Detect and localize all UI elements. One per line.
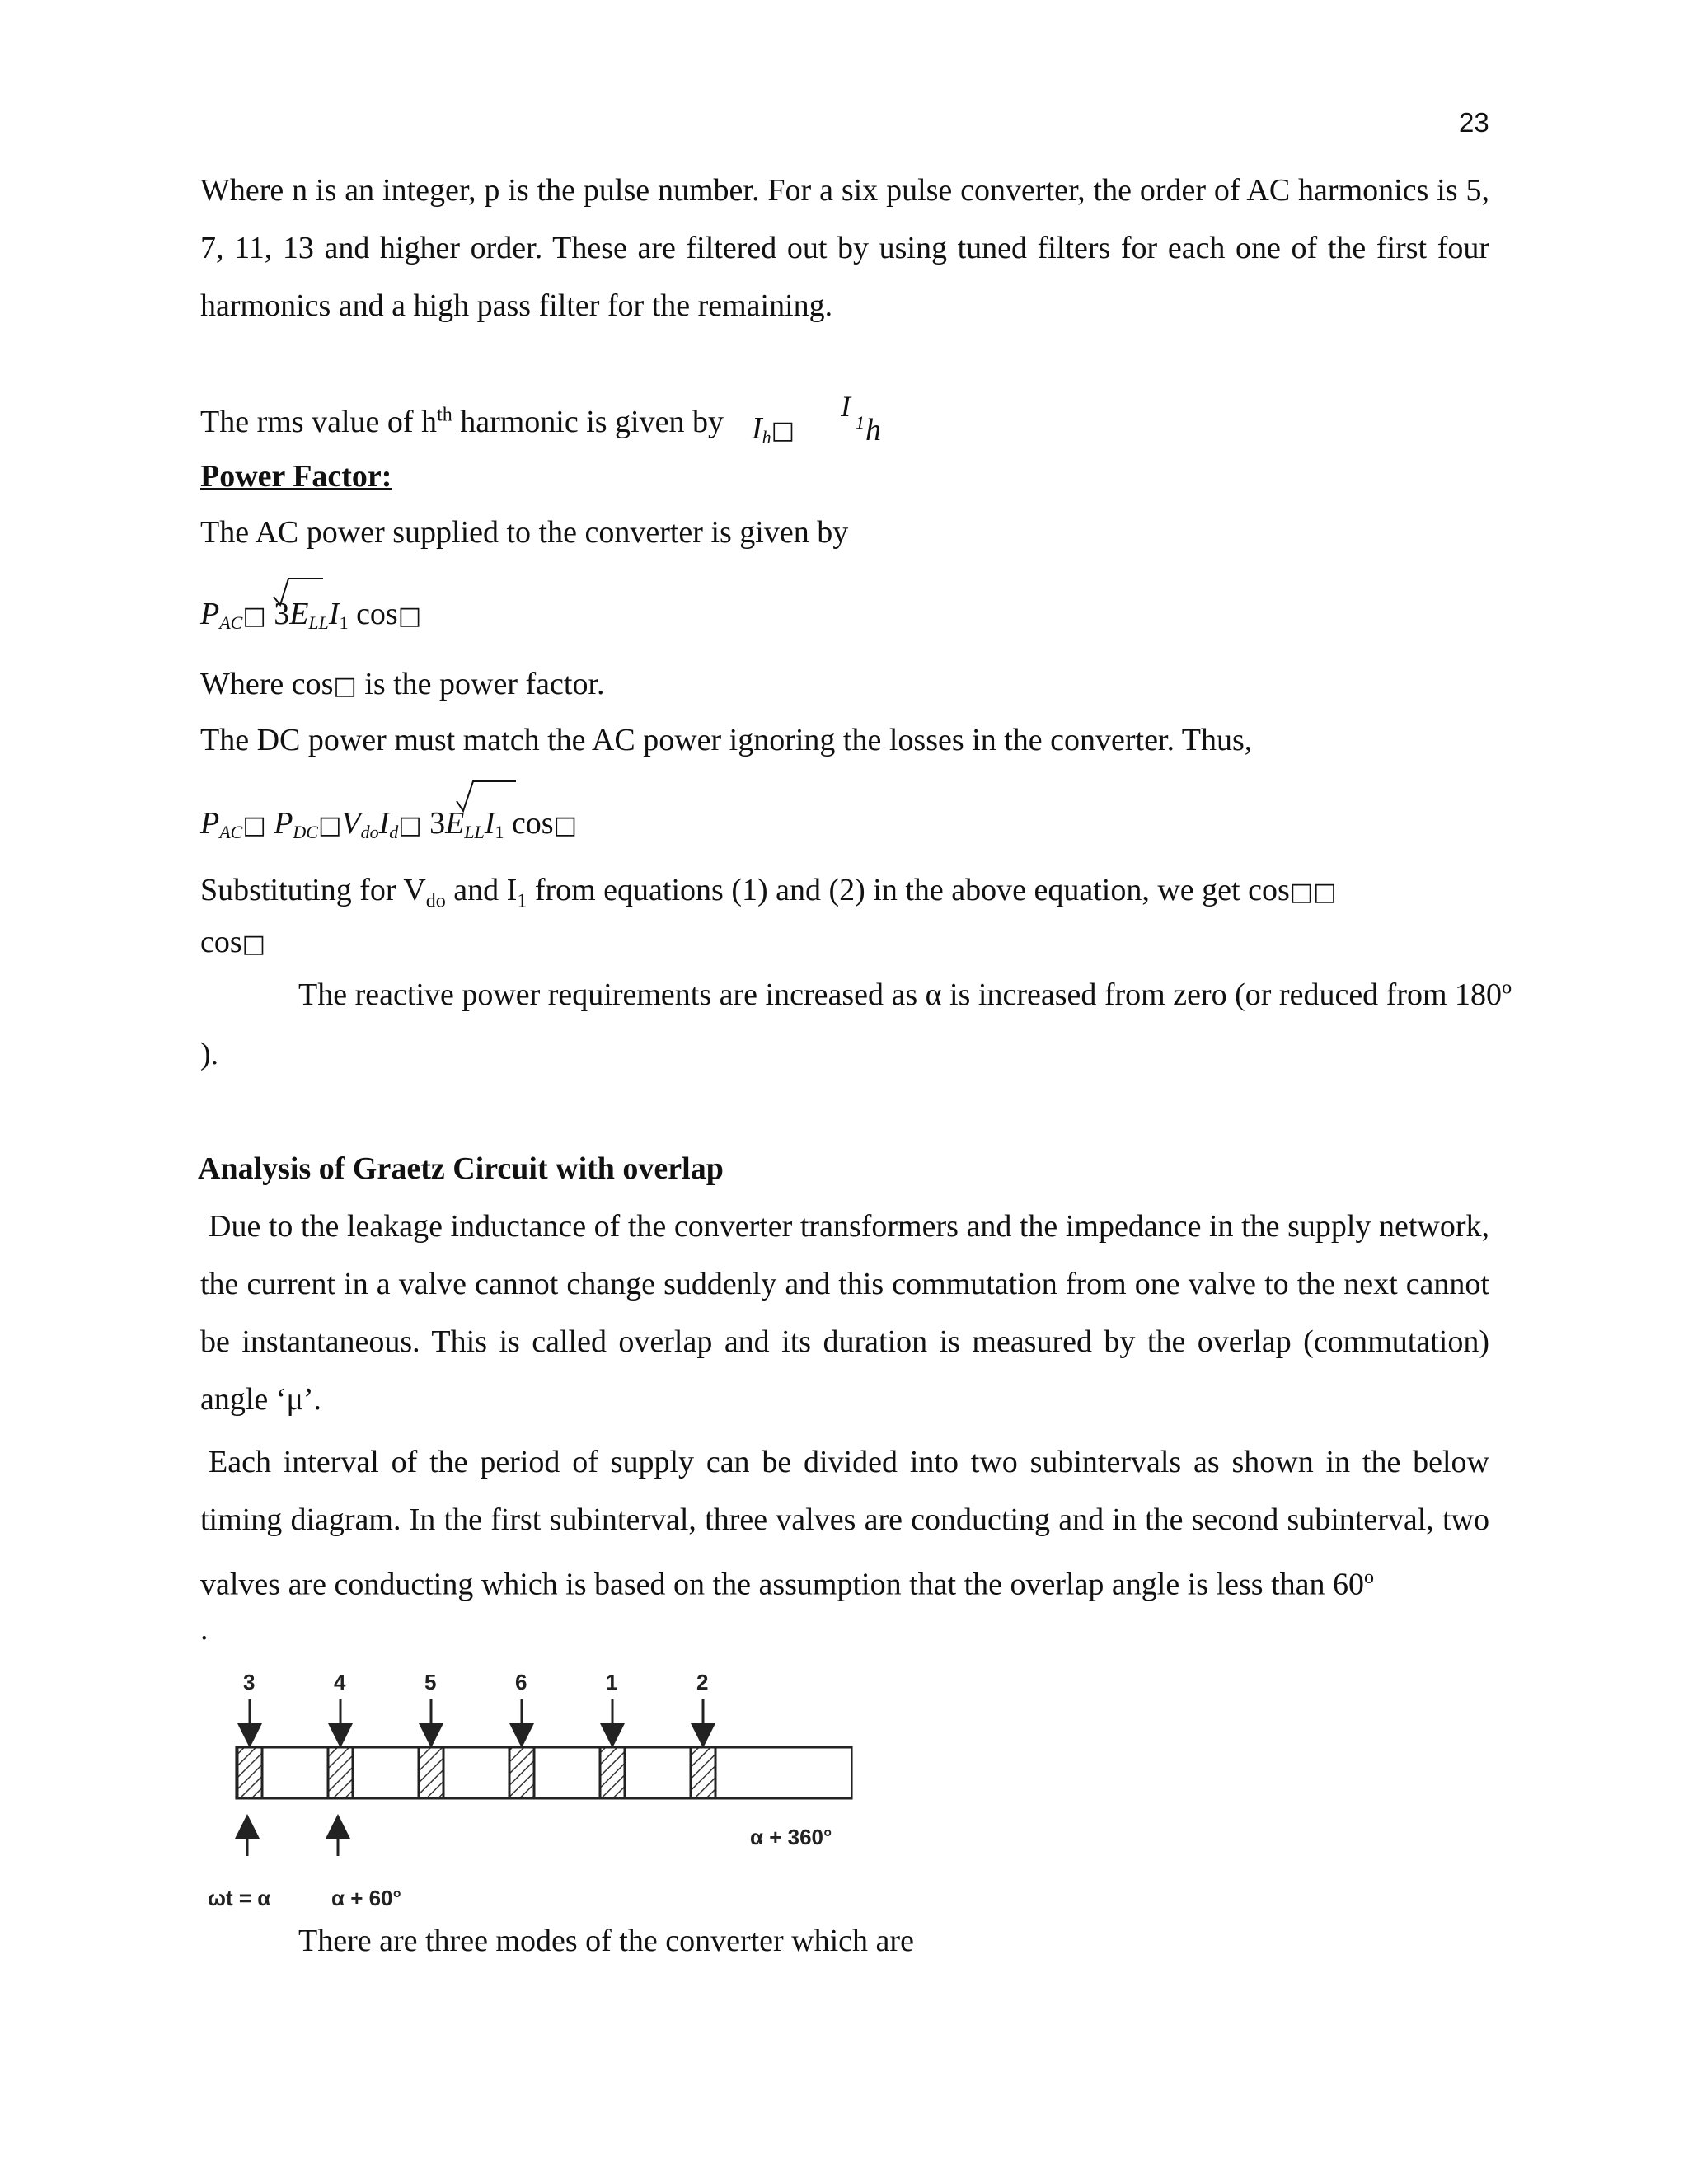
eq-v-sub: do bbox=[360, 822, 379, 842]
eq-i-sub: 1 bbox=[495, 822, 504, 842]
interval-text: Each interval of the period of supply can be divided into two subintervals as shown in the below timing diagram. In the first subinterval, three valves are conducting and in the second subinterval, two valves are conducting which is based on the assumption that the overlap angle is less than 60 bbox=[200, 1445, 1489, 1602]
valve-hatch-5 bbox=[419, 1747, 443, 1798]
fraction-num: I bbox=[841, 390, 851, 423]
eq-p: P bbox=[200, 597, 220, 631]
eq-cos: cos bbox=[511, 806, 554, 841]
rms-text-before: The rms value of h bbox=[200, 405, 438, 439]
eq-e: E bbox=[289, 597, 309, 631]
valve-hatch-3 bbox=[237, 1747, 262, 1798]
cos-line bbox=[200, 924, 265, 960]
cos-box: □ bbox=[241, 930, 266, 958]
eq-coef: 3 bbox=[274, 597, 290, 631]
eq-box: □ bbox=[242, 602, 266, 630]
where-cos-after: is the power factor. bbox=[356, 667, 605, 701]
eq-p-sub: AC bbox=[219, 612, 243, 633]
valve-hatch-2 bbox=[691, 1747, 715, 1798]
cos-text: cos bbox=[200, 925, 242, 959]
eq-cos: cos bbox=[356, 597, 398, 631]
substituting-line bbox=[200, 872, 1336, 913]
valve-label-4: 4 bbox=[334, 1670, 346, 1694]
eq-i: I bbox=[484, 806, 495, 841]
rms-fraction-den: h bbox=[865, 413, 881, 448]
eq-p2: P bbox=[274, 806, 293, 841]
where-cos-box: □ bbox=[333, 672, 357, 701]
label-alpha-60: α + 60° bbox=[331, 1886, 401, 1910]
modes-line: There are three modes of the converter which are bbox=[298, 1924, 914, 1958]
interval-degree: o bbox=[1364, 1567, 1374, 1588]
eq-i: I bbox=[328, 597, 340, 631]
eq-p2-sub: DC bbox=[293, 822, 318, 842]
eq-box: □ bbox=[771, 416, 795, 445]
ac-power-intro: The AC power supplied to the converter is given by bbox=[200, 515, 849, 550]
label-alpha-360: α + 360° bbox=[750, 1825, 832, 1849]
eq-box1: □ bbox=[242, 811, 266, 840]
timing-diagram bbox=[198, 1665, 907, 1912]
subst-sub2: 1 bbox=[517, 890, 528, 912]
subst-sub1: do bbox=[425, 890, 446, 912]
eq-box4: □ bbox=[553, 811, 577, 840]
dc-power-line: The DC power must match the AC power ignoring the losses in the converter. Thus, bbox=[200, 723, 1253, 757]
paragraph-overlap: Due to the leakage inductance of the converter transformers and the impedance in the supply network, the current in a valve cannot change suddenly and this commutation from one valve to the next cannot be instantaneous. This is called overlap and its duration is measured by the overlap (commutation) angle ‘μ’. bbox=[200, 1209, 1489, 1417]
rms-fraction-num bbox=[841, 389, 851, 424]
where-cos-before: Where cos bbox=[200, 667, 334, 701]
sqrt-sign-icon bbox=[272, 575, 330, 608]
valve-label-1: 1 bbox=[606, 1670, 618, 1694]
rms-harmonic-line bbox=[200, 404, 724, 440]
eq-e-sub: LL bbox=[308, 612, 329, 633]
rms-equation bbox=[752, 410, 795, 448]
analysis-heading: Analysis of Graetz Circuit with overlap bbox=[198, 1151, 724, 1186]
eq-box2: □ bbox=[397, 602, 422, 630]
valve-hatch-1 bbox=[600, 1747, 625, 1798]
page-number: 23 bbox=[1459, 107, 1489, 138]
eq-e: E bbox=[445, 806, 465, 841]
rms-fraction-num-sub: 1 bbox=[856, 412, 865, 433]
reactive-text: The reactive power requirements are increased as α is increased from zero (or reduced from 180 bbox=[298, 977, 1503, 1012]
eq-p1-sub: AC bbox=[219, 822, 243, 842]
reactive-degree: o bbox=[1502, 977, 1512, 999]
eq-box3: □ bbox=[398, 811, 422, 840]
valve-label-3: 3 bbox=[243, 1670, 256, 1694]
eq-box2: □ bbox=[317, 811, 342, 840]
eq-v: V bbox=[341, 806, 361, 841]
rms-text-after: harmonic is given by bbox=[452, 405, 724, 439]
valve-hatch-4 bbox=[328, 1747, 353, 1798]
power-factor-heading: Power Factor: bbox=[200, 459, 392, 494]
sqrt-sign-icon bbox=[455, 778, 521, 814]
reactive-power-line bbox=[298, 977, 1512, 1013]
paragraph-interval bbox=[200, 1433, 1489, 1614]
valve-label-5: 5 bbox=[424, 1670, 437, 1694]
rms-superscript: th bbox=[437, 404, 452, 426]
eq-p1: P bbox=[200, 806, 220, 841]
eq-id-sub: d bbox=[389, 822, 399, 842]
reactive-closing: ). bbox=[200, 1037, 219, 1071]
subst-part2: and I bbox=[445, 873, 518, 907]
subst-part3: from equations (1) and (2) in the above equation, we get cos bbox=[527, 873, 1290, 907]
eq-i-sub: 1 bbox=[339, 612, 349, 633]
eq-lhs: I bbox=[752, 411, 762, 446]
valve-label-6: 6 bbox=[515, 1670, 528, 1694]
eq-id: I bbox=[378, 806, 390, 841]
paragraph-harmonics: Where n is an integer, p is the pulse number. For a six pulse converter, the order of AC harmonics is 5, 7, 11, 13 and higher order. These are filtered out by using tuned filters for each one of the first four harmonics and a high pass filter for the remaining. bbox=[200, 173, 1489, 323]
valve-hatch-6 bbox=[509, 1747, 534, 1798]
eq-coef: 3 bbox=[429, 806, 446, 841]
valve-label-2: 2 bbox=[696, 1670, 709, 1694]
subst-boxes: □□ bbox=[1289, 878, 1337, 907]
eq-e-sub: LL bbox=[464, 822, 485, 842]
subst-part1: Substituting for V bbox=[200, 873, 426, 907]
lone-dot: . bbox=[200, 1612, 209, 1647]
label-start: ωt = α bbox=[208, 1886, 271, 1910]
where-cos-line bbox=[200, 666, 605, 702]
eq-lhs-sub: h bbox=[762, 427, 771, 448]
